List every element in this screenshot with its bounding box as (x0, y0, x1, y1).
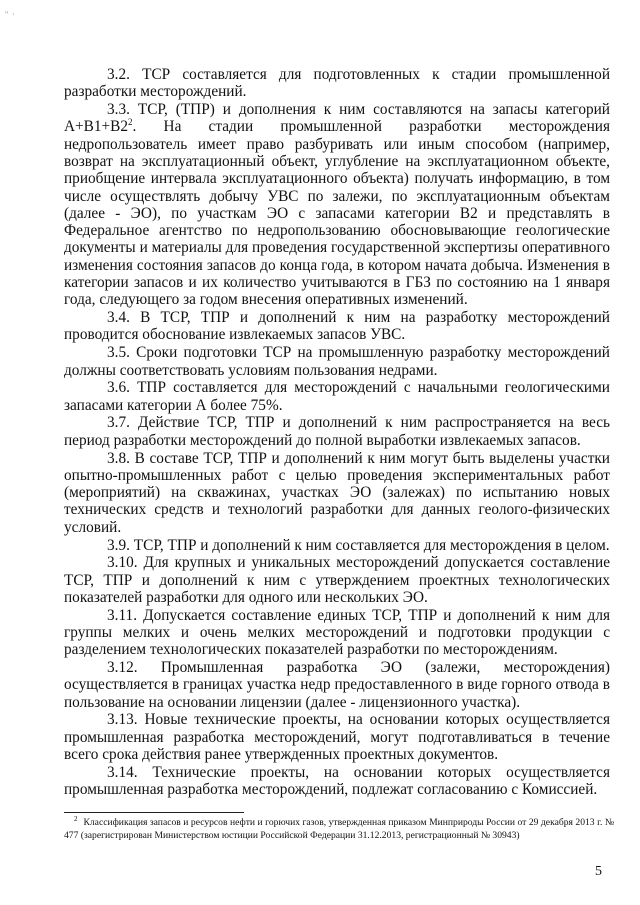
paragraph-3-13: 3.13. Новые технические проекты, на основании которых осуществляется промышленная разработка месторождений, могут подготавливаться в течение всего срока действия ранее утвержденных проектных документов. (64, 711, 610, 764)
paragraph-3-10: 3.10. Для крупных и уникальных месторождений допускается составление ТСР, ТПР и дополнений к ним с утверждением проектных технологических показателей разработки для одного или нескольких ЭО. (64, 554, 610, 606)
paragraph-3-4: 3.4. В ТСР, ТПР и дополнений к ним на разработку месторождений проводится обоснование извлекаемых запасов УВС. (64, 309, 610, 344)
paragraph-3-2: 3.2. ТСР составляется для подготовленных к стадии промышленной разработки месторождений. (64, 66, 610, 101)
paragraph-3-12: 3.12. Промышленная разработка ЭО (залежи, месторождения) осуществляется в границах участка недр предоставленного в виде горного отвода в пользование на основании лицензии (далее - лицензионного участка). (64, 659, 610, 711)
footnote (64, 814, 614, 842)
paragraph-3-3 (64, 101, 610, 309)
paragraph-3-14: 3.14. Технические проекты, на основании которых осуществляется промышленная разработка месторождений, подлежат согласованию с Комиссией. (64, 763, 610, 799)
paragraph-3-3-text-b: . На стадии промышленной разработки месторождения недропользователь имеет право разбуривать или иным способом (например, возврат на эксплуатационный объект, углубление на эксплуатационном объекте, приобщение интервала эксплуатационного объекта) получать информацию, в том числе осуществлять добычу УВС по залежи, по эксплуатационным объектам (далее - ЭО), по участкам ЭО с запасами категории В2 и представлять в Федеральное агентство по недропользованию обосновывающие геологические документы и материалы для проведения государственной экспертизы оперативного изменения состояния запасов до конца года, в котором начата добыча. Изменения в категории запасов и их количество учитываются в ГБЗ по состоянию на 1 января года, следующего за годом внесения оперативных изменений. (64, 118, 610, 309)
paragraph-3-9: 3.9. ТСР, ТПР и дополнений к ним составляется для месторождения в целом. (107, 536, 610, 554)
paragraph-3-6: 3.6. ТПР составляется для месторождений с начальными геологическими запасами категории А более 75%. (64, 379, 610, 414)
paragraph-3-3-text-a: 3.3. ТСР, (ТПР) и дополнения к ним составляются на запасы категорий А+В1+В2 (64, 101, 610, 136)
paragraph-3-11: 3.11. Допускается составление единых ТСР, ТПР и дополнений к ним для группы мелких и очень мелких месторождений и подготовки продукции с разделением технологических показателей разработки по месторождениям. (64, 606, 610, 659)
paragraph-3-7: 3.7. Действие ТСР, ТПР и дополнений к ним распространяется на весь период разработки месторождений до полной выработки извлекаемых запасов. (64, 414, 610, 449)
document-body (64, 66, 610, 799)
paragraph-3-5: 3.5. Сроки подготовки ТСР на промышленную разработку месторождений должны соответствовать условиям пользования недрами. (64, 344, 610, 379)
scan-margin-mark: " · (5, 10, 16, 19)
page-number: 5 (595, 864, 602, 879)
paragraph-3-8: 3.8. В составе ТСР, ТПР и дополнений к ним могут быть выделены участки опытно-промышленных работ с целью проведения экспериментальных работ (мероприятий) на скважинах, участках ЭО (залежах) по испытанию новых технических средств и технологий разработки для данных геолого-физических условий. (64, 449, 610, 536)
footnote-reference-2[interactable]: 2 (128, 117, 133, 128)
footnote-text: Классификация запасов и ресурсов нефти и горючих газов, утвержденная приказом Минприроды России от 29 декабря 2013 г. № 477 (зарегистрирован Министерством юстиции Российской Федерации 31.12.2013, регистрационный № 30943) (64, 817, 614, 841)
footnote-mark: 2 (74, 814, 78, 823)
footnote-divider (64, 812, 244, 813)
